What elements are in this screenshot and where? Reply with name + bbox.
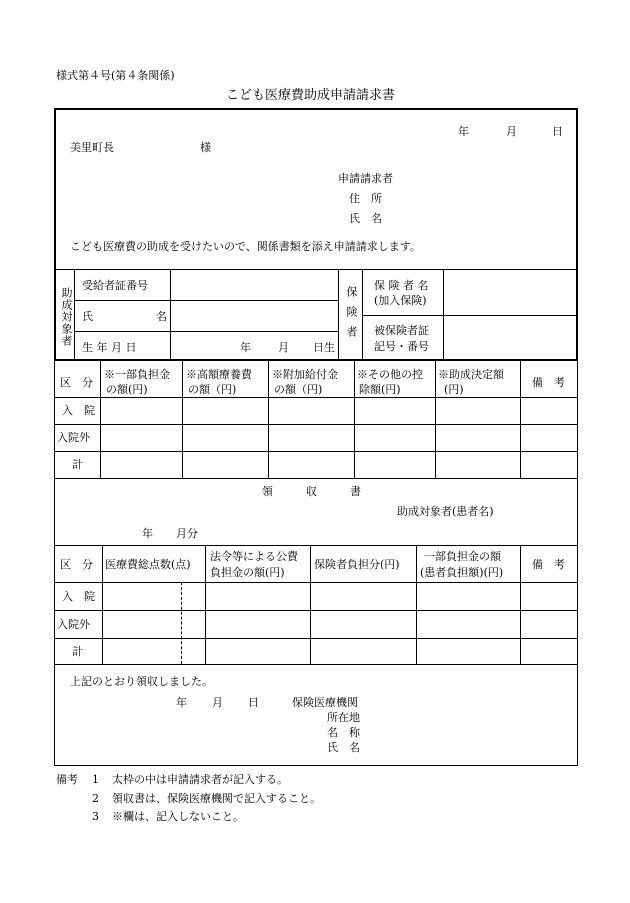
claim-col-line: [182, 361, 183, 478]
honorific: 様: [200, 141, 211, 154]
insured-cert-label: 被保険者証: [374, 324, 429, 337]
institution-name-label: 名 称: [327, 726, 360, 739]
receipt-row-line: [54, 664, 578, 665]
receipt-row-label: 計: [72, 645, 83, 658]
note-text: 太枠の中は申請請求者が記入する。: [112, 773, 288, 786]
form-number: 様式第４号(第４条関係): [56, 69, 175, 82]
note-number: 3: [92, 810, 99, 823]
receipt-row-label: 入 院: [62, 590, 95, 603]
claim-row-label: 入院外: [57, 431, 90, 444]
receipt-patient-label: 助成対象者(患者名): [397, 505, 494, 518]
date-day-label: 日: [552, 125, 563, 138]
insurance-label: 保険者: [345, 286, 358, 346]
receipt-title: 領 収 書: [262, 485, 361, 498]
birth-suffix-label: 日生: [313, 341, 335, 354]
subject-divider: [338, 269, 339, 361]
claim-header-decided-2: (円): [444, 383, 464, 396]
receipt-header-public-1: 法令等による公費: [210, 550, 298, 563]
address-label: 住 所: [349, 192, 382, 205]
claim-header-additional-2: の額（円): [274, 383, 323, 396]
claim-header-category: 区 分: [60, 376, 93, 389]
claim-header-other-2: 除額(円): [359, 383, 401, 396]
birth-date-label: 生 年 月 日: [82, 341, 137, 354]
claim-header-remarks: 備 考: [532, 376, 565, 389]
claim-header-highcost-2: の額（円): [188, 383, 237, 396]
institution-location-label: 所在地: [327, 711, 360, 724]
note-number: 1: [92, 773, 99, 786]
points-dotted-divider: [181, 582, 182, 664]
receipt-row-line: [54, 610, 578, 611]
person-name-label: 氏 名: [327, 741, 360, 754]
applicant-label: 申請請求者: [338, 172, 393, 185]
claim-col-line: [520, 361, 521, 478]
receipt-confirm-text: 上記のとおり領収しました。: [70, 675, 213, 688]
receipt-row-line: [54, 638, 578, 639]
applicant-frame: [54, 108, 578, 361]
note-text: ※欄は、記入しないこと。: [112, 810, 244, 823]
outer-left-line: [54, 361, 55, 766]
date-year-label: 年: [458, 125, 469, 138]
outer-right-line: [577, 361, 578, 766]
claim-row-line: [54, 451, 578, 452]
receipt-col-line: [102, 545, 103, 664]
claim-col-line: [268, 361, 269, 478]
claim-header-additional-1: ※附加給付金: [272, 368, 338, 381]
receipt-header-public-2: 負担金の額(円): [210, 566, 285, 579]
insurer-name-sub: (加入保険): [374, 294, 427, 307]
receipt-header-points: 医療費総点数(点): [105, 558, 191, 571]
note-number: 2: [92, 792, 99, 805]
subject-row-line: [74, 331, 338, 332]
institution-label: 保険医療機関: [292, 696, 358, 709]
subject-row-line: [74, 300, 338, 301]
claim-header-highcost-1: ※高額療養費: [186, 368, 252, 381]
birth-month-label: 月: [278, 341, 289, 354]
notes-label: 備考: [56, 773, 78, 786]
receipt-table-top: [54, 545, 578, 546]
receipt-col-line: [416, 545, 417, 664]
claim-header-other-1: ※その他の控: [357, 368, 423, 381]
name-label: 氏 名: [349, 212, 382, 225]
receipt-col-line: [205, 545, 206, 664]
claim-col-line: [435, 361, 436, 478]
receipt-period-month: 月分: [176, 527, 198, 540]
receipt-col-line: [520, 545, 521, 664]
subject-section-label: 助成対象者: [60, 287, 73, 347]
subject-divider: [170, 269, 171, 361]
receipt-header-copay-1: 一部負担金の額: [424, 550, 501, 563]
receipt-date-year: 年: [176, 696, 187, 709]
receipt-date-month: 月: [212, 696, 223, 709]
outer-bottom-line: [54, 765, 578, 766]
recipient-number-label: 受給者証番号: [82, 279, 148, 292]
receipt-header-category: 区 分: [60, 558, 93, 571]
receipt-header-line: [54, 582, 578, 583]
claim-row-label: 計: [72, 458, 83, 471]
receipt-period-year: 年: [142, 527, 153, 540]
claim-row-line: [54, 424, 578, 425]
claim-col-line: [100, 361, 101, 478]
claim-row-label: 入 院: [62, 404, 95, 417]
birth-year-label: 年: [240, 341, 251, 354]
subject-divider: [74, 269, 75, 361]
application-statement: こども医療費の助成を受けたいので、関係書類を添え申請請求します。: [70, 240, 421, 253]
addressee: 美里町長: [70, 141, 114, 154]
claim-header-copay-1: ※一部負担金: [104, 368, 170, 381]
receipt-header-insurer-share: 保険者負担分(円): [314, 558, 400, 571]
subject-name-label-a: 氏: [82, 310, 93, 323]
insurer-row-line: [362, 315, 578, 316]
page-title: こども医療費助成申請請求書: [226, 88, 396, 103]
claim-header-decided-1: ※助成決定額: [438, 368, 504, 381]
claim-header-copay-2: の額(円): [106, 383, 148, 396]
receipt-date-day: 日: [248, 696, 259, 709]
claim-header-line: [54, 397, 578, 398]
receipt-col-line: [310, 545, 311, 664]
receipt-header-copay-2: (患者負担額)(円): [420, 566, 504, 579]
claim-col-line: [354, 361, 355, 478]
subject-name-label-b: 名: [156, 310, 167, 323]
insurer-name-label: 保 険 者 名: [374, 279, 429, 292]
claim-row-line: [54, 478, 578, 479]
subject-top-line: [54, 269, 578, 270]
insured-cert-sub: 記号・番号: [374, 340, 429, 353]
receipt-header-remarks: 備 考: [532, 558, 565, 571]
date-month-label: 月: [506, 125, 517, 138]
note-text: 領収書は、保険医療機関で記入すること。: [112, 792, 321, 805]
receipt-row-label: 入院外: [57, 618, 90, 631]
